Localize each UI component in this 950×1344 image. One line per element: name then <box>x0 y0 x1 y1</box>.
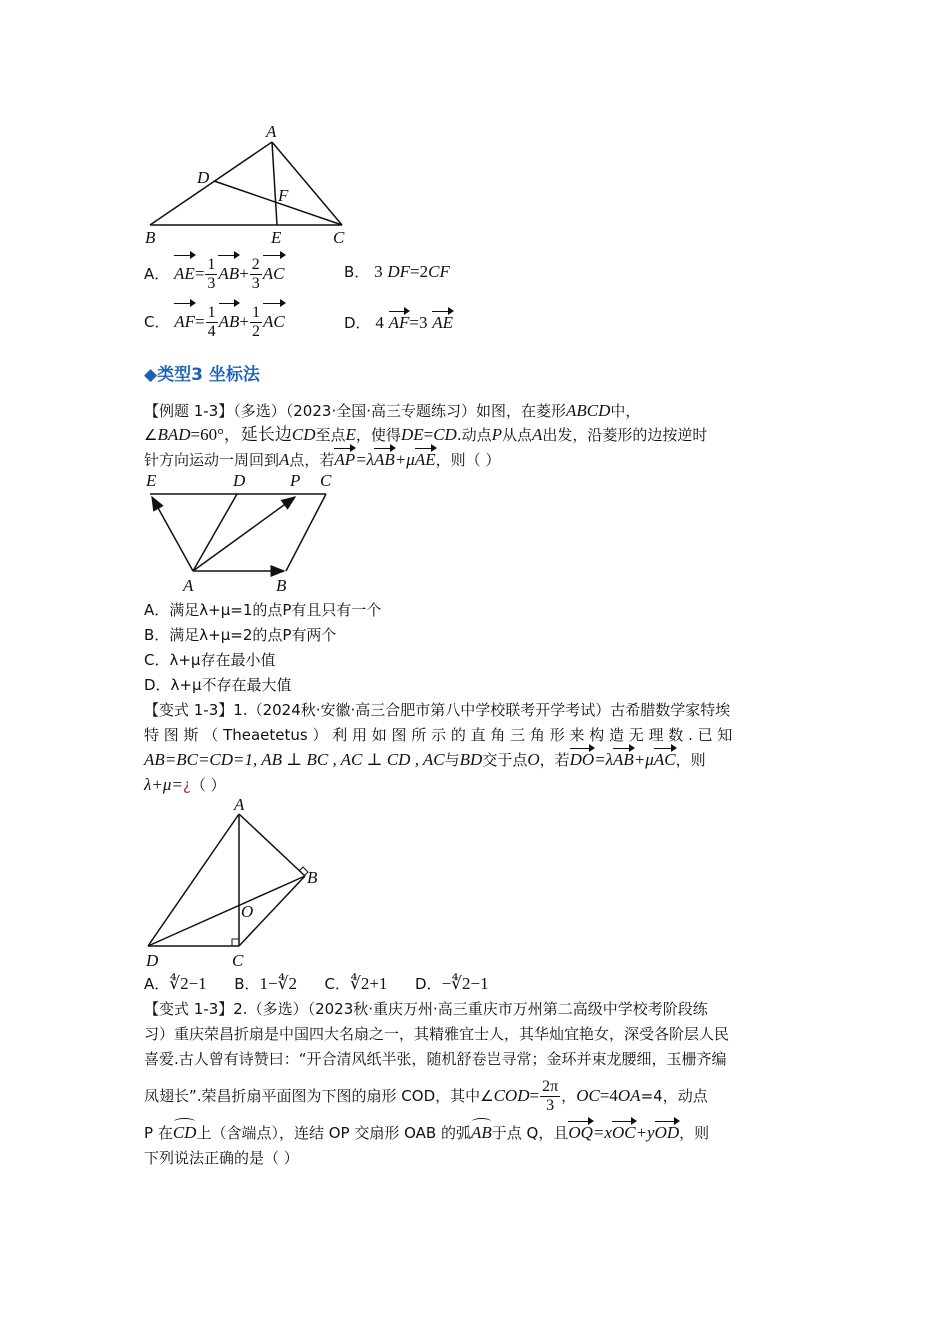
math: O <box>527 750 540 769</box>
text: =4，动点 <box>640 1087 708 1105</box>
section-heading: ◆类型3 坐标法 <box>144 365 260 385</box>
text: =4 <box>599 1086 618 1105</box>
label-d: D <box>197 168 210 187</box>
vector-ac: AC <box>263 256 285 292</box>
segment-cb <box>286 494 326 571</box>
option-letter: B． <box>234 975 260 993</box>
segment-df: DF <box>387 262 411 281</box>
variant2-line-6: 下列说法正确的是（ ） <box>144 1149 299 1167</box>
vector-oq: OQ <box>568 1123 593 1142</box>
option-letter: C． <box>144 313 170 331</box>
variant1-options <box>144 973 489 995</box>
math: =λ <box>594 750 614 769</box>
theaetetus-figure <box>140 796 330 972</box>
example-option-d: D．λ+μ不存在最大值 <box>144 676 292 694</box>
math: A <box>532 425 543 444</box>
math: λ+μ= <box>144 775 183 794</box>
q1-option-d <box>344 312 453 334</box>
numerator: 1 <box>207 304 216 321</box>
math: BAD <box>157 425 191 444</box>
segment-ab <box>150 142 272 225</box>
q1-option-a <box>144 256 285 293</box>
example-option-b: B．满足λ+μ=2的点P有两个 <box>144 626 337 644</box>
right-angle-c <box>232 939 239 946</box>
denominator: 3 <box>207 275 216 292</box>
text: 于点 Q，且 <box>491 1124 569 1142</box>
option-value: 1−∜2 <box>259 974 297 993</box>
text: ，若 <box>539 751 570 769</box>
option-value: −∜2−1 <box>441 974 489 993</box>
vector-ab: AB <box>218 256 239 292</box>
variant1-line-3 <box>144 749 706 771</box>
equals: = <box>195 312 205 331</box>
label-a: A <box>266 122 277 141</box>
vector-ac: AC <box>263 304 285 340</box>
placeholder-char: ¿ <box>182 776 191 794</box>
math: P <box>491 425 502 444</box>
text: ， <box>561 1087 577 1105</box>
text: 【例题 1-3】（多选）（2023·全国·高三专题练习）如图，在菱形 <box>144 402 566 420</box>
vector-ae-line <box>152 497 193 571</box>
text: 凤翅长”.荣昌折扇平面图为下图的扇形 COD，其中∠ <box>144 1087 494 1105</box>
variant2-line-3: 喜爱.古人曾有诗赞曰：“开合清风纸半张，随机舒卷岂寻常；金环并束龙腰细，玉栅齐编 <box>144 1050 727 1068</box>
math: A <box>279 450 290 469</box>
math: E <box>345 425 356 444</box>
label-o: O <box>241 902 254 921</box>
text: 与 <box>444 751 460 769</box>
math: +μ <box>394 450 415 469</box>
fraction <box>540 1078 560 1115</box>
option-letter: D． <box>344 314 371 332</box>
text: ，则 <box>679 1124 710 1142</box>
variant1-line-2: 特 图 斯 （ Theaetetus ） 利 用 如 图 所 示 的 直 角 三 角 形 来 构 造 无 理 数 . 已 知 <box>144 726 733 744</box>
equals: = <box>194 264 205 283</box>
text: ，使得 <box>355 426 401 444</box>
example-option-a: A．满足λ+μ=1的点P有且只有一个 <box>144 601 382 619</box>
option-letter: A． <box>144 265 170 283</box>
label-d: D <box>146 951 159 970</box>
text: .动点 <box>456 426 492 444</box>
segment-ae <box>272 142 277 225</box>
equals: =2 <box>410 262 429 281</box>
vector-ae: AE <box>414 450 436 469</box>
numerator: 2 <box>251 256 260 273</box>
vector-ae: AE <box>432 313 454 332</box>
coef: 3 <box>374 262 383 281</box>
text: ∠ <box>144 426 158 444</box>
math: +μ <box>633 750 654 769</box>
label-b: B <box>276 576 287 595</box>
text: 中， <box>610 402 641 420</box>
option-value: ∜2+1 <box>350 974 388 993</box>
text: ，则（ ） <box>435 451 501 469</box>
segment-ab <box>239 814 305 876</box>
plus: + <box>239 312 250 331</box>
vector-ac: AC <box>653 750 676 769</box>
text: ，则 <box>675 751 706 769</box>
segment-cf: CF <box>428 262 450 281</box>
vector-ap: AP <box>334 450 356 469</box>
segment-ad <box>193 494 237 571</box>
math: OA <box>617 1086 641 1105</box>
label-e: E <box>146 471 157 490</box>
label-b: B <box>145 228 156 247</box>
rhombus-figure <box>140 468 350 596</box>
q1-option-c <box>144 304 285 341</box>
numerator: 1 <box>252 304 261 321</box>
math: DE <box>400 425 424 444</box>
label-a: A <box>234 796 245 814</box>
equals: =3 <box>409 313 428 332</box>
option-letter: D． <box>415 975 442 993</box>
text: 点，若 <box>289 451 335 469</box>
coef: 4 <box>375 313 384 332</box>
label-p: P <box>290 471 301 490</box>
variant2-line-1: 【变式 1-3】2.（多选）（2023秋·重庆万州·高三重庆市万州第二高级中学校考阶段练 <box>144 1000 708 1018</box>
text: 至点 <box>315 426 346 444</box>
vector-af: AF <box>388 313 410 332</box>
option-letter: C． <box>324 975 351 993</box>
denominator: 3 <box>546 1097 555 1114</box>
vector-ab: AB <box>374 450 395 469</box>
arc-cd: CD <box>172 1123 197 1142</box>
text: = <box>423 425 434 444</box>
text: 从点 <box>502 426 533 444</box>
label-a: A <box>183 576 194 595</box>
text: 针方向运动一周回到 <box>144 451 280 469</box>
variant2-line-2: 习）重庆荣昌折扇是中国四大名扇之一，其精雅宜士人，其华灿宜艳女，深受各阶层人民 <box>144 1025 730 1043</box>
text: 上（含端点），连结 OP 交扇形 OAB 的弧 <box>196 1124 471 1142</box>
fraction <box>205 256 217 293</box>
math: =x <box>592 1123 612 1142</box>
variant2-line-4 <box>144 1078 708 1115</box>
fraction <box>206 304 218 341</box>
label-c: C <box>232 951 244 970</box>
variant1-line-1: 【变式 1-3】1.（2024秋·安徽·高三合肥市第八中学校联考开学考试）古希腊数学家特埃 <box>144 701 731 719</box>
example-line-1 <box>144 400 640 422</box>
label-b: B <box>307 868 318 887</box>
vector-do: DO <box>569 750 595 769</box>
option-value: ∜2−1 <box>169 974 207 993</box>
denominator: 4 <box>207 323 216 340</box>
text: 交于点 <box>482 751 528 769</box>
option-letter: B． <box>344 263 370 281</box>
denominator: 3 <box>251 275 260 292</box>
math: COD <box>493 1086 530 1105</box>
math: AB=BC=CD=1, AB ⊥ BC , AC ⊥ CD , AC <box>144 750 445 769</box>
vector-ae: AE <box>174 256 195 292</box>
variant1-line-4 <box>144 774 226 796</box>
label-d: D <box>233 471 246 490</box>
math: CD <box>291 425 316 444</box>
text: P 在 <box>144 1124 173 1142</box>
text: =60°，延长边 <box>190 425 292 444</box>
plus: + <box>239 264 249 283</box>
label-f: F <box>278 186 289 205</box>
vector-ab: AB <box>219 304 240 340</box>
text: = <box>529 1086 540 1105</box>
math: BD <box>459 750 483 769</box>
vector-oc: OC <box>611 1123 636 1142</box>
math: =λ <box>355 450 375 469</box>
text: （ ） <box>190 776 226 794</box>
text: 出发，沿菱形的边按逆时 <box>542 426 708 444</box>
example-line-2 <box>144 424 707 446</box>
label-c: C <box>320 471 332 490</box>
option-letter: A． <box>144 975 170 993</box>
denominator: 2 <box>252 323 261 340</box>
numerator: 2π <box>542 1078 559 1095</box>
vector-ap-line <box>193 497 295 571</box>
fraction <box>250 304 262 341</box>
math: ABCD <box>565 401 611 420</box>
triangle-figure <box>140 120 360 250</box>
example-option-c: C．λ+μ存在最小值 <box>144 651 276 669</box>
vector-od: OD <box>654 1123 680 1142</box>
variant2-line-5 <box>144 1122 709 1144</box>
label-e: E <box>271 228 282 247</box>
label-c: C <box>333 228 345 247</box>
fraction <box>250 256 262 293</box>
math: CD <box>433 425 457 444</box>
vector-ab: AB <box>613 750 634 769</box>
vector-af: AF <box>174 304 195 340</box>
arc-ab: AB <box>470 1123 492 1142</box>
q1-option-b <box>344 261 450 283</box>
math: OC <box>576 1086 600 1105</box>
math: +y <box>635 1123 655 1142</box>
numerator: 1 <box>207 256 216 273</box>
